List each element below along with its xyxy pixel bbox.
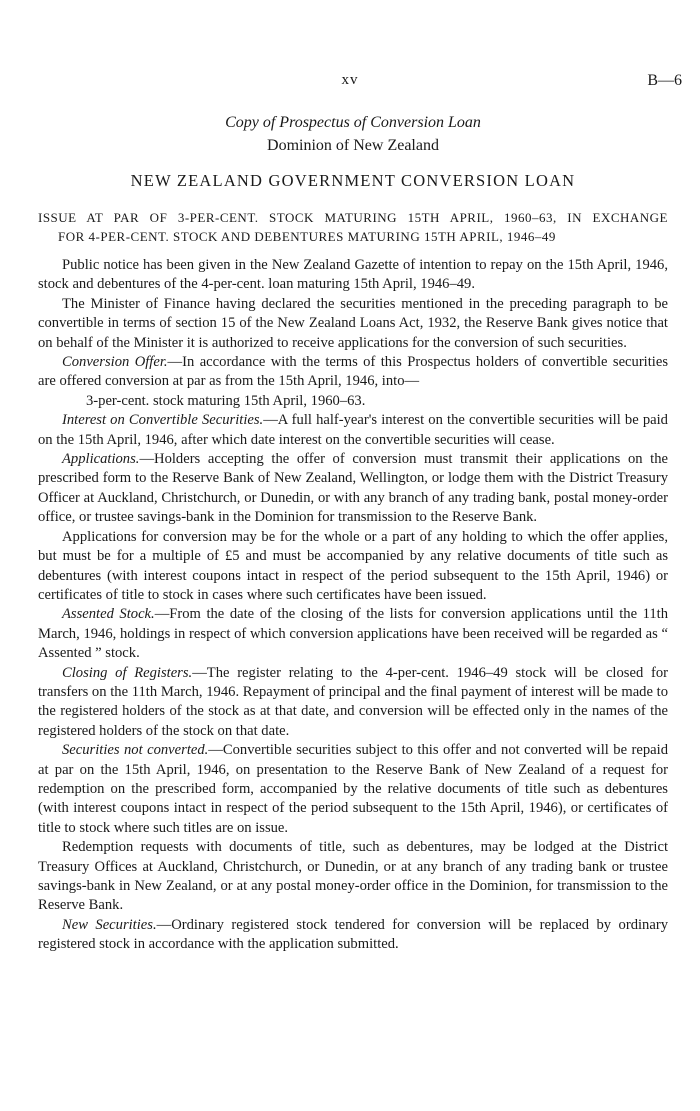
prospectus-title: Copy of Prospectus of Conversion Loan	[225, 114, 481, 131]
paragraph-closing-registers	[38, 664, 668, 742]
heading-conversion-offer: Conversion Offer.	[62, 354, 168, 371]
heading-closing-registers: Closing of Registers.	[62, 664, 193, 681]
heading-new-securities: New Securities.	[62, 916, 157, 933]
paragraph-applications	[38, 450, 668, 528]
issue-line-2: FOR 4-PER-CENT. STOCK AND DEBENTURES MATURING 15TH APRIL, 1946–49	[58, 229, 556, 244]
text-assented-stock: —From the date of the closing of the lists for conversion applications until the 11th March, 1946, holdings in respect of which conversion applications have been received will be regarded as “ Assented ” stock.	[38, 606, 668, 662]
paragraph-minister-declaration: The Minister of Finance having declared the securities mentioned in the preceding paragraph to be convertible in terms of section 15 of the New Zealand Loans Act, 1932, the Reserve Bank gives notice that on behalf of the Minister it is authorized to receive applications for the conversion of such securities.	[38, 295, 668, 351]
document-reference: B—6	[647, 72, 682, 89]
text-interest: —A full half-year's interest on the convertible securities will be paid on the 15th April, 1946, after which date interest on the convertible securities will cease.	[38, 412, 668, 448]
text-securities-not-converted: —Convertible securities subject to this offer and not converted will be repaid at par on the 15th April, 1946, on presentation to the Reserve Bank of New Zealand of a request for redemption on the prescribed form, accompanied by the relative documents of title such as debentures (with interest coupons intact in respect of the period subsequent to the 15th April, 1946), or certificates of title to stock where such titles are on issue.	[38, 742, 668, 836]
text-applications: —Holders accepting the offer of conversion must transmit their applications on the prescribed form to the Reserve Bank of New Zealand, Wellington, or lodge them with the District Treasury Officer at Auckland, Christchurch, or Dunedin, or with any branch of any trading bank, postal money-order office, or trustee savings-bank in the Dominion for transmission to the Reserve Bank.	[38, 451, 668, 526]
text-new-securities: —Ordinary registered stock tendered for conversion will be replaced by ordinary registered stock in accordance with the application submitted.	[38, 916, 668, 953]
paragraph-conversion-offer	[38, 353, 668, 392]
paragraph-new-securities	[38, 916, 668, 955]
dominion-subtitle: Dominion of New Zealand	[267, 137, 439, 154]
paragraph-new-stock-line: 3-per-cent. stock maturing 15th April, 1960–63.	[86, 392, 366, 409]
heading-interest: Interest on Convertible Securities.	[62, 412, 264, 429]
document-body	[38, 112, 668, 955]
page-number: xv	[341, 72, 359, 88]
page-header	[0, 72, 700, 94]
issue-line-1: ISSUE AT PAR OF 3-PER-CENT. STOCK MATURING 15TH APRIL, 1960–63, IN EXCHANGE	[38, 210, 668, 225]
paragraph-securities-not-converted	[38, 741, 668, 838]
loan-heading: NEW ZEALAND GOVERNMENT CONVERSION LOAN	[130, 171, 576, 190]
paragraph-assented-stock	[38, 605, 668, 663]
text-conversion-offer: —In accordance with the terms of this Prospectus holders of convertible securities are offered conversion at par as from the 15th April, 1946, into—	[38, 354, 668, 390]
heading-securities-not-converted: Securities not converted.	[62, 742, 209, 759]
paragraph-public-notice: Public notice has been given in the New Zealand Gazette of intention to repay on the 15th April, 1946, stock and debentures of the 4-per-cent. loan maturing 15th April, 1946–49.	[38, 257, 668, 293]
paragraph-applications-conversion: Applications for conversion may be for the whole or a part of any holding to which the offer applies, but must be for a multiple of £5 and must be accompanied by any relative documents of title such as debentures (with interest coupons intact in respect of the period subsequent to the 15th April, 1946) or certificates of title to stock in cases where such certificates have been issued.	[38, 528, 668, 603]
paragraph-interest	[38, 411, 668, 450]
text-closing-registers: —The register relating to the 4-per-cent. 1946–49 stock will be closed for transfers on the 11th March, 1946. Repayment of principal and the final payment of interest will be made to the registered holders of the stock as at that date, and conversion will be effected only in the names of the registered holders of the stock on that date.	[38, 664, 668, 739]
heading-assented-stock: Assented Stock.	[62, 606, 155, 623]
paragraph-redemption-requests: Redemption requests with documents of title, such as debentures, may be lodged at the District Treasury Offices at Auckland, Christchurch, or Dunedin, or at any branch of any trading bank or trustee savings-bank in New Zealand, or at any postal money-order office in the Dominion, for transmission to the Reserve Bank.	[38, 839, 668, 914]
heading-applications: Applications.	[62, 451, 140, 468]
